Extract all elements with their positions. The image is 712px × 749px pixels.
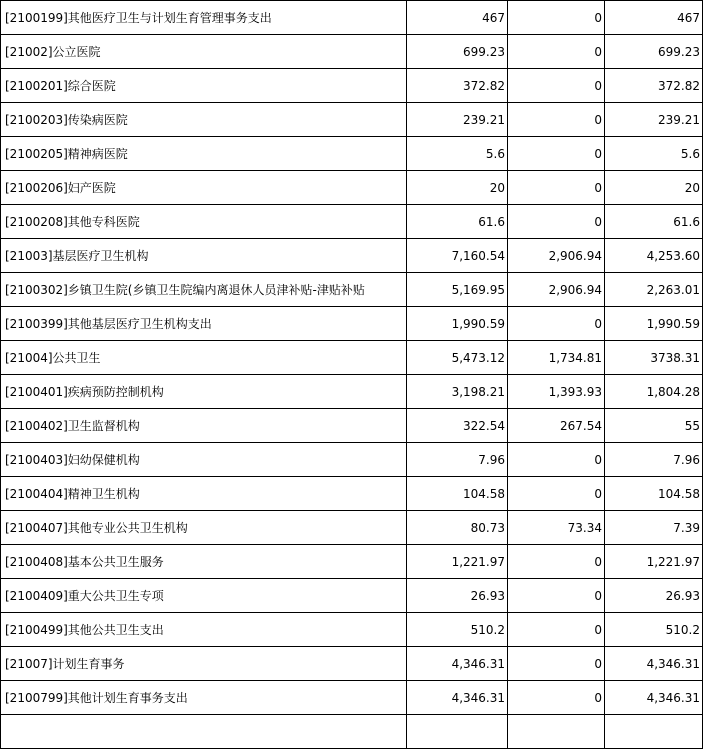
table-row (1, 69, 703, 103)
item-name-cell: [21007]计划生育事务 (1, 647, 407, 681)
amount-project-cell: 2,263.01 (605, 273, 703, 307)
amount-total-cell: 104.58 (407, 477, 508, 511)
amount-basic-cell: 0 (508, 545, 605, 579)
amount-basic-cell: 2,906.94 (508, 273, 605, 307)
amount-basic-cell: 0 (508, 137, 605, 171)
amount-total-cell: 20 (407, 171, 508, 205)
amount-project-cell: 510.2 (605, 613, 703, 647)
item-name-cell: [2100404]精神卫生机构 (1, 477, 407, 511)
item-name-cell: [2100407]其他专业公共卫生机构 (1, 511, 407, 545)
amount-basic-cell: 0 (508, 443, 605, 477)
table-row (1, 35, 703, 69)
amount-basic-cell: 0 (508, 1, 605, 35)
amount-project-cell: 467 (605, 1, 703, 35)
amount-project-cell: 26.93 (605, 579, 703, 613)
table-row (1, 171, 703, 205)
amount-total-cell: 61.6 (407, 205, 508, 239)
amount-project-cell: 7.39 (605, 511, 703, 545)
amount-basic-cell: 0 (508, 103, 605, 137)
amount-basic-cell: 0 (508, 579, 605, 613)
item-name-cell: [2100203]传染病医院 (1, 103, 407, 137)
item-name-cell: [2100201]综合医院 (1, 69, 407, 103)
item-name-cell: [2100206]妇产医院 (1, 171, 407, 205)
amount-total-cell: 5.6 (407, 137, 508, 171)
table-row (1, 1, 703, 35)
table-row (1, 443, 703, 477)
amount-project-cell: 3738.31 (605, 341, 703, 375)
amount-project-cell: 4,346.31 (605, 647, 703, 681)
amount-basic-cell: 0 (508, 613, 605, 647)
amount-project-cell: 7.96 (605, 443, 703, 477)
amount-total-cell: 239.21 (407, 103, 508, 137)
table-row (1, 409, 703, 443)
item-name-cell: [2100199]其他医疗卫生与计划生育管理事务支出 (1, 1, 407, 35)
amount-project-cell: 104.58 (605, 477, 703, 511)
table-row (1, 477, 703, 511)
amount-basic-cell: 0 (508, 647, 605, 681)
item-name-cell (1, 715, 407, 749)
table-row (1, 579, 703, 613)
item-name-cell: [2100799]其他计划生育事务支出 (1, 681, 407, 715)
amount-basic-cell: 0 (508, 477, 605, 511)
amount-total-cell: 699.23 (407, 35, 508, 69)
item-name-cell: [2100208]其他专科医院 (1, 205, 407, 239)
item-name-cell: [2100302]乡镇卫生院(乡镇卫生院编内离退休人员津补贴-津贴补贴 (1, 273, 407, 307)
amount-project-cell (605, 715, 703, 749)
table-row (1, 545, 703, 579)
amount-total-cell: 510.2 (407, 613, 508, 647)
amount-project-cell: 1,804.28 (605, 375, 703, 409)
item-name-cell: [21002]公立医院 (1, 35, 407, 69)
amount-project-cell: 1,990.59 (605, 307, 703, 341)
amount-total-cell: 372.82 (407, 69, 508, 103)
amount-basic-cell: 0 (508, 35, 605, 69)
table-row (1, 273, 703, 307)
amount-total-cell: 5,473.12 (407, 341, 508, 375)
table-row (1, 715, 703, 749)
amount-project-cell: 20 (605, 171, 703, 205)
amount-total-cell (407, 715, 508, 749)
amount-total-cell: 4,346.31 (407, 647, 508, 681)
table-row (1, 613, 703, 647)
amount-total-cell: 1,990.59 (407, 307, 508, 341)
amount-project-cell: 1,221.97 (605, 545, 703, 579)
table-row (1, 137, 703, 171)
amount-basic-cell (508, 715, 605, 749)
amount-project-cell: 4,253.60 (605, 239, 703, 273)
amount-basic-cell: 0 (508, 69, 605, 103)
item-name-cell: [2100408]基本公共卫生服务 (1, 545, 407, 579)
amount-total-cell: 3,198.21 (407, 375, 508, 409)
table-row (1, 307, 703, 341)
item-name-cell: [21003]基层医疗卫生机构 (1, 239, 407, 273)
item-name-cell: [21004]公共卫生 (1, 341, 407, 375)
table-row (1, 375, 703, 409)
amount-project-cell: 239.21 (605, 103, 703, 137)
item-name-cell: [2100399]其他基层医疗卫生机构支出 (1, 307, 407, 341)
amount-total-cell: 4,346.31 (407, 681, 508, 715)
table-row (1, 511, 703, 545)
table-body (1, 1, 703, 749)
amount-basic-cell: 1,393.93 (508, 375, 605, 409)
table-row (1, 103, 703, 137)
amount-total-cell: 7,160.54 (407, 239, 508, 273)
amount-basic-cell: 267.54 (508, 409, 605, 443)
item-name-cell: [2100401]疾病预防控制机构 (1, 375, 407, 409)
item-name-cell: [2100499]其他公共卫生支出 (1, 613, 407, 647)
amount-basic-cell: 1,734.81 (508, 341, 605, 375)
amount-basic-cell: 0 (508, 205, 605, 239)
table-row (1, 205, 703, 239)
amount-total-cell: 26.93 (407, 579, 508, 613)
amount-basic-cell: 0 (508, 681, 605, 715)
table-row (1, 681, 703, 715)
item-name-cell: [2100409]重大公共卫生专项 (1, 579, 407, 613)
amount-basic-cell: 2,906.94 (508, 239, 605, 273)
amount-project-cell: 372.82 (605, 69, 703, 103)
amount-total-cell: 5,169.95 (407, 273, 508, 307)
amount-total-cell: 1,221.97 (407, 545, 508, 579)
table-row (1, 647, 703, 681)
amount-basic-cell: 0 (508, 171, 605, 205)
item-name-cell: [2100402]卫生监督机构 (1, 409, 407, 443)
amount-project-cell: 5.6 (605, 137, 703, 171)
item-name-cell: [2100205]精神病医院 (1, 137, 407, 171)
amount-project-cell: 61.6 (605, 205, 703, 239)
amount-basic-cell: 0 (508, 307, 605, 341)
amount-basic-cell: 73.34 (508, 511, 605, 545)
amount-total-cell: 80.73 (407, 511, 508, 545)
amount-total-cell: 467 (407, 1, 508, 35)
amount-project-cell: 4,346.31 (605, 681, 703, 715)
amount-project-cell: 699.23 (605, 35, 703, 69)
amount-project-cell: 55 (605, 409, 703, 443)
amount-total-cell: 322.54 (407, 409, 508, 443)
amount-total-cell: 7.96 (407, 443, 508, 477)
item-name-cell: [2100403]妇幼保健机构 (1, 443, 407, 477)
table-row (1, 239, 703, 273)
table-row (1, 341, 703, 375)
